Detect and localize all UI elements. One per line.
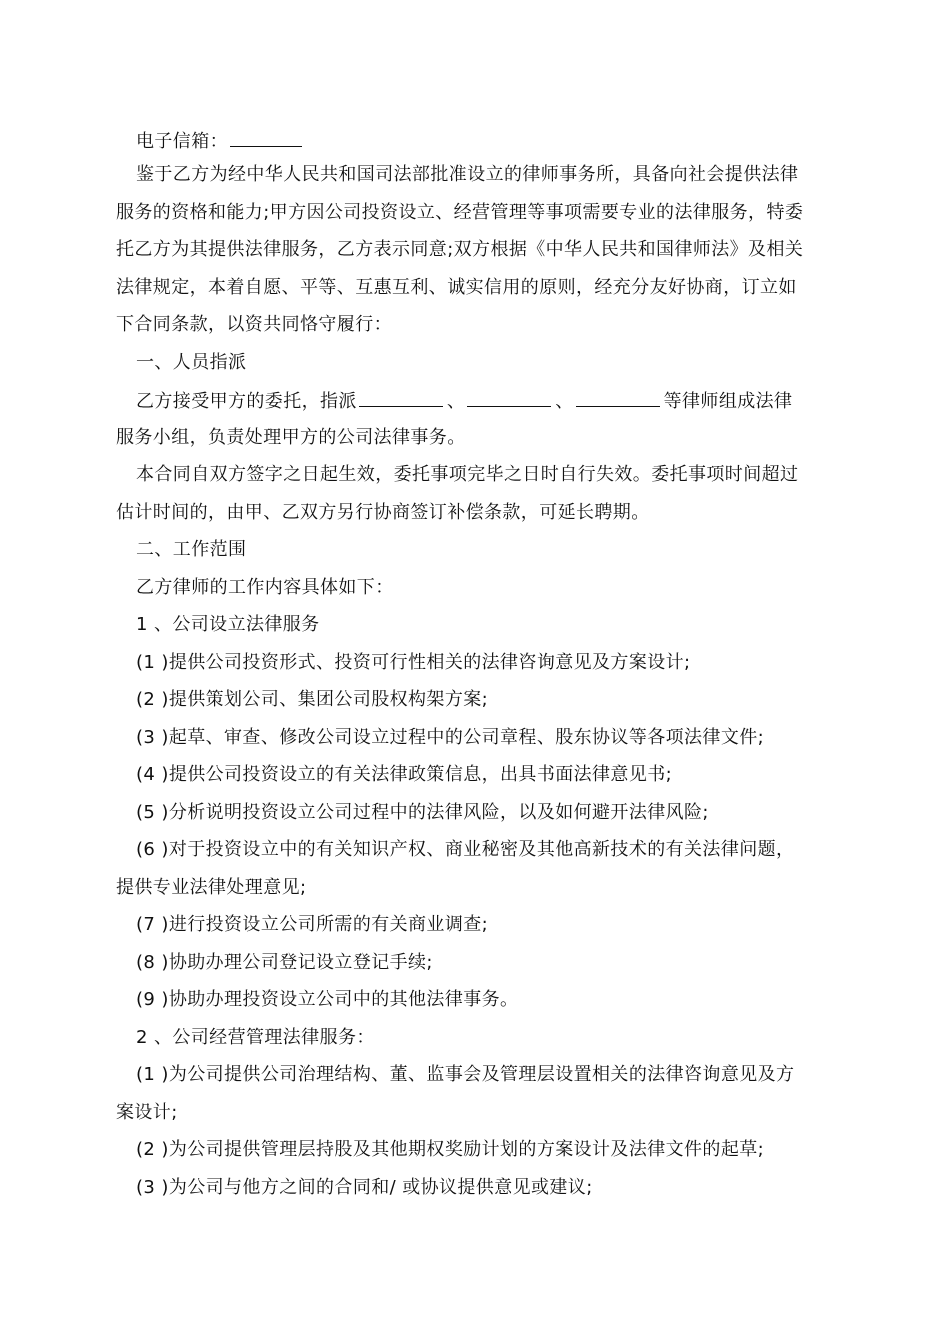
term-line-2: 估计时间的，由甲、乙双方另行协商签订补偿条款，可延长聘期。 (116, 502, 650, 523)
email-blank (230, 128, 302, 147)
sub1-item: (6 )对于投资设立中的有关知识产权、商业秘密及其他高新技术的有关法律问题， (136, 839, 795, 860)
assign-line-2: 服务小组，负责处理甲方的公司法律事务。 (116, 427, 466, 448)
sub1-item: (1 )提供公司投资形式、投资可行性相关的法律咨询意见及方案设计; (136, 652, 691, 673)
sub1-heading: 1 、公司设立法律服务 (136, 614, 320, 635)
assign-prefix: 乙方接受甲方的委托，指派 (136, 391, 357, 412)
sub1-item: (4 )提供公司投资设立的有关法律政策信息，出具书面法律意见书; (136, 764, 673, 785)
sub1-item: (3 )起草、审查、修改公司设立过程中的公司章程、股东协议等各项法律文件; (136, 727, 765, 748)
sub1-item: (2 )提供策划公司、集团公司股权构架方案; (136, 689, 489, 710)
sub1-item: (9 )协助办理投资设立公司中的其他法律事务。 (136, 989, 519, 1010)
sub1-item: (7 )进行投资设立公司所需的有关商业调查; (136, 914, 489, 935)
scope-intro: 乙方律师的工作内容具体如下： (136, 577, 394, 598)
lawyer-blank-1 (359, 388, 443, 407)
email-label: 电子信箱： (136, 131, 228, 152)
sub1-item-continuation: 提供专业法律处理意见; (116, 877, 307, 898)
sub1-item: (8 )协助办理公司登记设立登记手续; (136, 952, 433, 973)
lawyer-blank-2 (467, 388, 551, 407)
sub2-item-continuation: 案设计; (116, 1102, 178, 1123)
email-line (0, 128, 950, 154)
intro-line-3: 托乙方为其提供法律服务，乙方表示同意;双方根据《中华人民共和国律师法》及相关 (116, 239, 804, 260)
sub2-item: (1 )为公司提供公司治理结构、董、监事会及管理层设置相关的法律咨询意见及方 (136, 1064, 795, 1085)
lawyer-blank-3 (576, 388, 660, 407)
assign-sep-2: 、 (555, 391, 574, 412)
sub2-heading: 2 、公司经营管理法律服务： (136, 1027, 375, 1048)
assign-sep-1: 、 (446, 391, 466, 412)
intro-line-4: 法律规定，本着自愿、平等、互惠互利、诚实信用的原则，经充分友好协商，订立如 (116, 277, 797, 298)
assign-suffix: 等律师组成法律 (663, 391, 793, 412)
section2-heading: 二、工作范围 (136, 539, 247, 560)
sub2-item: (3 )为公司与他方之间的合同和/ 或协议提供意见或建议; (136, 1177, 593, 1198)
assign-line-1 (0, 388, 950, 414)
intro-line-5: 下合同条款，以资共同恪守履行： (116, 314, 392, 335)
term-line-1: 本合同自双方签字之日起生效，委托事项完毕之日时自行失效。委托事项时间超过 (136, 464, 799, 485)
sub2-item: (2 )为公司提供管理层持股及其他期权奖励计划的方案设计及法律文件的起草; (136, 1139, 765, 1160)
sub1-item: (5 )分析说明投资设立公司过程中的法律风险，以及如何避开法律风险; (136, 802, 709, 823)
intro-line-2: 服务的资格和能力;甲方因公司投资设立、经营管理等事项需要专业的法律服务，特委 (116, 202, 804, 223)
intro-line-1: 鉴于乙方为经中华人民共和国司法部批准设立的律师事务所，具备向社会提供法律 (136, 164, 799, 185)
section1-heading: 一、人员指派 (136, 352, 247, 373)
